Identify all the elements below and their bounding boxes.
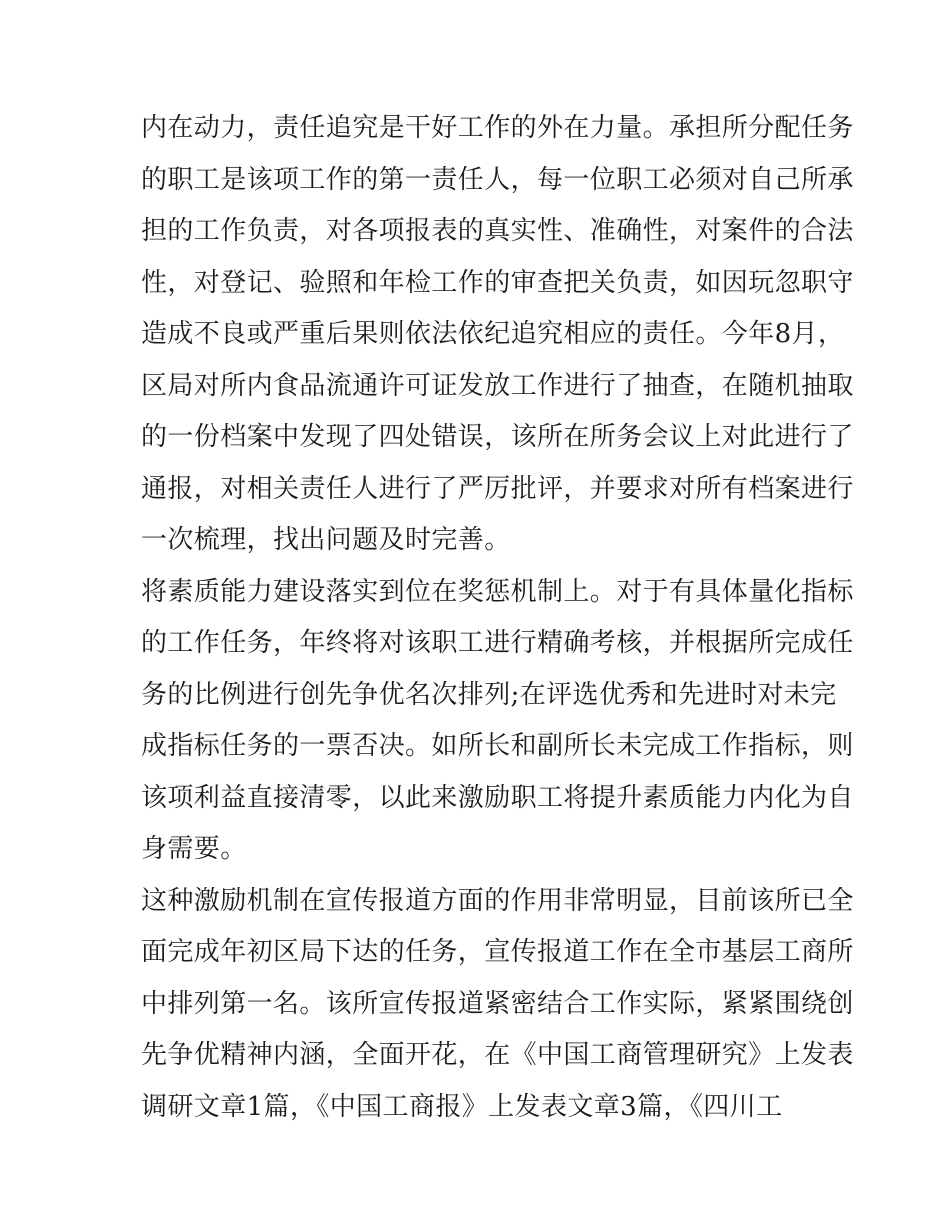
text-line: 的职工是该项工作的第一责任人，每一位职工必须对自己所承 bbox=[141, 164, 854, 195]
text-line: 面完成年初区局下达的任务，宣传报道工作在全市基层工商所 bbox=[141, 937, 854, 967]
text-line: 的一份档案中发现了四处错误，该所在所务会议上对此进行了 bbox=[141, 422, 854, 452]
text-line: 区局对所内食品流通许可证发放工作进行了抽查，在随机抽取 bbox=[141, 370, 854, 401]
text-line: 中排列第一名。该所宣传报道紧密结合工作实际，紧紧围绕创 bbox=[141, 988, 854, 1019]
text-line: 内在动力，责任追究是干好工作的外在力量。承担所分配任务 bbox=[141, 113, 854, 143]
text-line: 的工作任务，年终将对该职工进行精确考核，并根据所完成任 bbox=[141, 628, 854, 658]
text-line: 通报，对相关责任人进行了严厉批评，并要求对所有档案进行 bbox=[141, 473, 854, 504]
text-line: 这种激励机制在宣传报道方面的作用非常明显，目前该所已全 bbox=[141, 885, 854, 916]
text-line: 一次梳理，找出问题及时完善。 bbox=[141, 525, 511, 555]
text-line: 成指标任务的一票否决。如所长和副所长未完成工作指标，则 bbox=[141, 731, 854, 761]
text-line: 调研文章1篇，《中国工商报》上发表文章3篇，《四川工 bbox=[141, 1091, 783, 1122]
text-line: 造成不良或严重后果则依法依纪追究相应的责任。今年8月， bbox=[141, 319, 845, 349]
text-line: 将素质能力建设落实到位在奖惩机制上。对于有具体量化指标 bbox=[141, 576, 854, 607]
text-line: 先争优精神内涵，全面开花，在《中国工商管理研究》上发表 bbox=[141, 1040, 854, 1070]
text-line: 担的工作负责，对各项报表的真实性、准确性，对案件的合法 bbox=[141, 216, 854, 246]
document-body bbox=[141, 103, 854, 1133]
text-line: 务的比例进行创先争优名次排列;在评选优秀和先进时对未完 bbox=[141, 679, 837, 710]
text-line: 该项利益直接清零，以此来激励职工将提升素质能力内化为自 bbox=[141, 782, 854, 813]
text-line: 性，对登记、验照和年检工作的审查把关负责，如因玩忽职守 bbox=[141, 267, 854, 298]
text-line: 身需要。 bbox=[141, 834, 247, 864]
